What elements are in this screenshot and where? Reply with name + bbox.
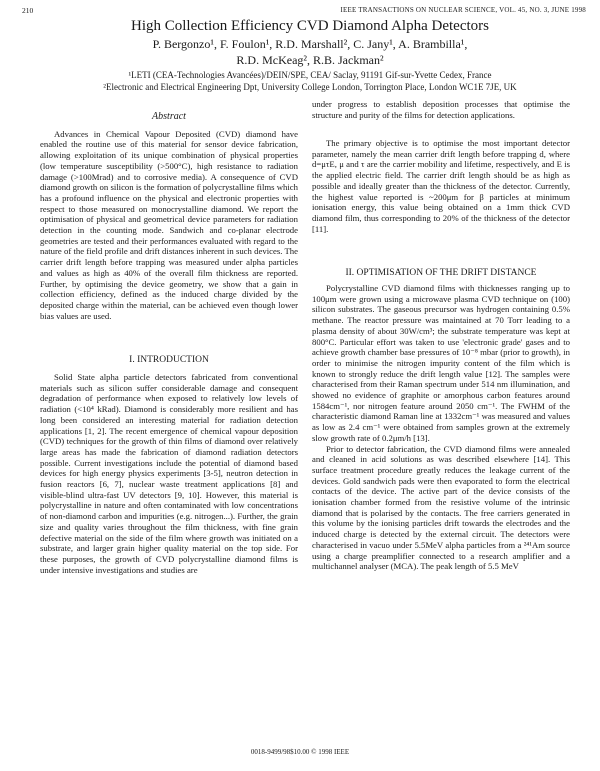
continuation-text xyxy=(312,99,570,120)
affiliation-2: ²Electronic and Electrical Engineering Dpt, University College London, Torrington Place, London WC1E 7JE, UK xyxy=(103,82,517,92)
introduction-heading: I. INTRODUCTION xyxy=(129,355,209,365)
copyright-footer: 0018-9499/98$10.00 © 1998 IEEE xyxy=(250,748,350,756)
journal-header: IEEE TRANSACTIONS ON NUCLEAR SCIENCE, VOL. 45, NO. 3, JUNE 1998 xyxy=(340,6,586,14)
optimisation-section xyxy=(312,283,570,572)
affiliation-1: ¹LETI (CEA-Technologies Avancées)/DEIN/SPE, CEA/ Saclay, 91191 Gif-sur-Yvette Cedex, France xyxy=(128,70,492,80)
optimisation-paragraph-2: Prior to detector fabrication, the CVD diamond films were annealed and cleaned in acid solutions as was described elsewhere [14]. This surface treatment procedure greatly reduces the leakage current of the devices. Gold sandwich pads were then evaporated to form the electrical contacts of the device. The active part of the device consists of the ionisation chamber formed from the resistive volume of the intrinsic diamond that is polarised by the contacts. The free carriers generated in this volume by the ionising particles drift towards the electrodes and the induced charge is detected by the external circuit. The detectors were characterised in vacuo under 5.5MeV alpha particles from a ²⁴¹Am source using a charge preamplifier connected to a research amplifier and a multichannel analyser (MCA). The peak length of 5.5 MeV xyxy=(312,443,570,572)
abstract-section xyxy=(40,112,298,321)
objective-section xyxy=(312,138,570,234)
authors-line-2: R.D. McKeag², R.B. Jackman² xyxy=(236,53,384,67)
abstract-heading: Abstract xyxy=(152,111,186,122)
introduction-text: Solid State alpha particle detectors fabricated from conventional materials such as silicon suffer considerable damage and consequent degradation of performance when exposed to relatively low levels of radiation (<10⁴ kRad). Diamond is considerably more resilient and has long been considered an interesting material for radiation detection applications [1, 2]. The recent emergence of chemical vapour deposition (CVD) techniques for the growth of thin films of diamond over relatively large areas has made the fabrication of diamond radiation detectors possible. Current investigations include the potential of diamond based devices for high energy physics experiments [3-5], neutron detection in fusion reactors [6, 7], nuclear waste treatment applications [8] and visible-blind ultra-fast UV detectors [9, 10]. However, this material is polycrystalline in nature and often contaminated with low concentrations of non-diamond carbon and impurities (e.g. nitrogen...). Further, the grain size and quality varies throughout the film thickness, with fine grain defective material on the side of the film where growth was initiated on a substrate, and larger grain higher quality material on the top side. For these purposes, the growth of CVD polycrystalline diamond films is under intensive investigations and studies are xyxy=(40,372,298,575)
authors-line-1: P. Bergonzo¹, F. Foulon¹, R.D. Marshall², C. Jany¹, A. Brambilla¹, xyxy=(152,37,468,51)
paper-title: High Collection Efficiency CVD Diamond Alpha Detectors xyxy=(131,18,489,34)
optimisation-heading: II. OPTIMISATION OF THE DRIFT DISTANCE xyxy=(345,268,537,278)
introduction-section xyxy=(40,372,298,575)
page-number: 210 xyxy=(22,6,34,15)
objective-text: The primary objective is to optimise the most important detector parameter, namely the mean carrier drift length before trapping d, where d=μτE, μ and τ are the carrier mobility and lifetime, respectively, and E is the applied electric field. The carrier drift length should be as high as possible and ideally greater than the thickness of the detector. Currently, the highest value reported is ~200μm for β particles at minimum ionisation energy, this value being obtained on a 1mm thick CVD diamond film, thus corresponding to 20% of the thickness of the detector [11]. xyxy=(312,138,570,234)
continuation-paragraph: under progress to establish deposition processes that optimise the structure and purity of the films for detection applications. xyxy=(312,99,570,120)
optimisation-paragraph-1: Polycrystalline CVD diamond films with thicknesses ranging up to 100μm were grown using a microwave plasma CVD technique on (100) silicon substrates. The gaseous precursor was hydrogen containing 0.5% methane. The reactor pressure was maintained at 70 Torr leading to a plasma density of about 30W/cm³; the substrate temperature was kept at 800°C. Particular effort was taken to use 'electronic grade' gases and to achieve growth chamber base pressures of 10⁻⁸ mbar (prior to growth), in order to minimise the nitrogen impurity content of the film which is known to strongly reduce the drift length value [12]. The samples were characterised from their Raman spectrum under 514 nm illumination, and showed no evidence of graphite or amorphous carbon features around 1584cm⁻¹, nor nitrogen feature around 2050 cm⁻¹. The FWHM of the characteristic diamond Raman line at 1332cm⁻¹ was measured and values as low as 2.4 cm⁻¹ were obtained from samples grown at the extremely slow growth rate of 0.2μm/h [13]. xyxy=(312,283,570,443)
abstract-text: Advances in Chemical Vapour Deposited (CVD) diamond have enabled the routine use of this material for sensor device fabrication, allowing exploitation of its unique combination of physical properties (low temperature susceptibility (>500°C), high resistance to radiation damage (>100Mrad) and to corrosive media). A consequence of CVD diamond growth on silicon is the formation of polycrystalline films which has a profound influence on the physical and electronic properties with respect to those measured on monocrystalline diamond. We report the optimisation of physical and geometrical device parameters for radiation detection in the counting mode. Sandwich and co-planar electrode geometries are tested and their performances evaluated with regard to the nature of the field profile and drift distances inherent in such devices. The carrier drift length before trapping was measured under alpha particles and values as high as 40% of the overall film thickness are reported. Further, by optimising the device geometry, we show that a gain in collection efficiency, defined as the induced charge divided by the deposited charge within the material, can be achieved even though lower bias values are used. xyxy=(40,128,298,321)
